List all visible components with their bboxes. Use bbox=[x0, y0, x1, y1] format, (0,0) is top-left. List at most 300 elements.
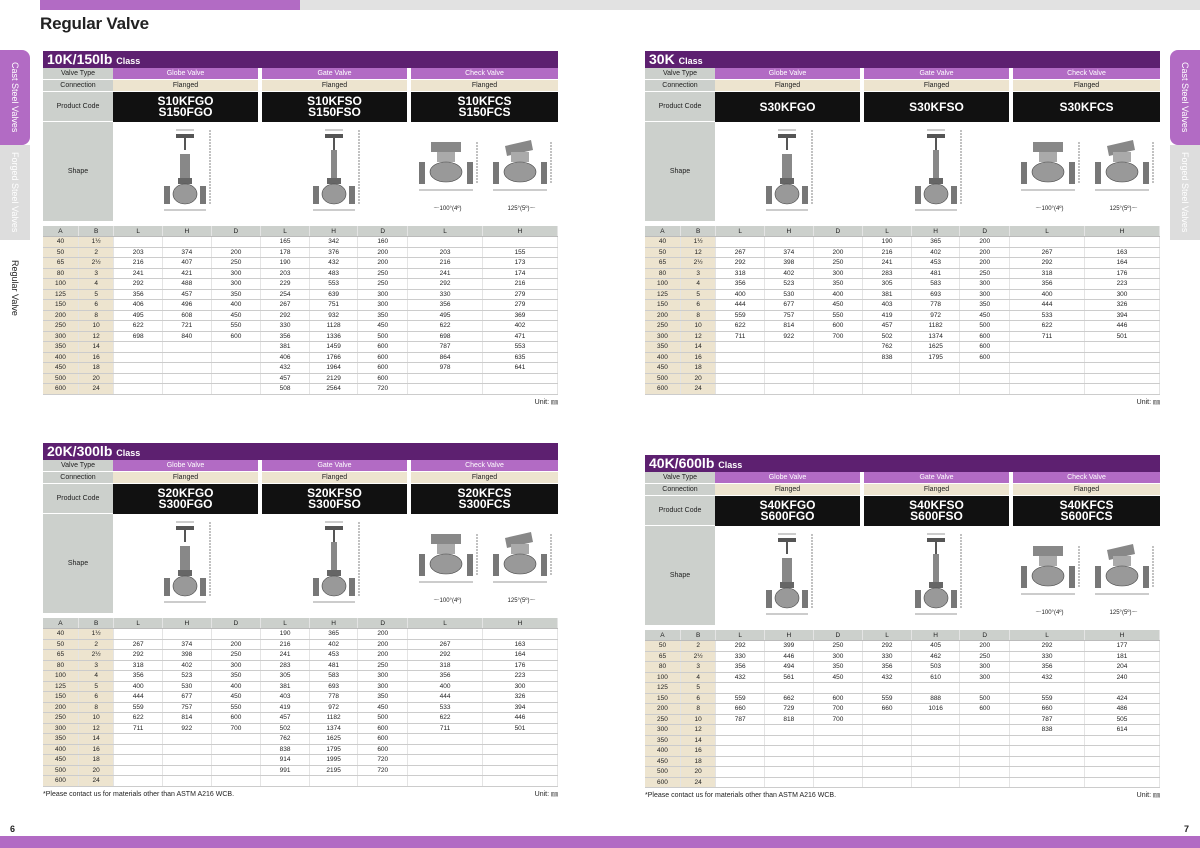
table-cell: 12 bbox=[680, 725, 715, 736]
table-cell: 2½ bbox=[78, 258, 113, 269]
table-cell bbox=[1085, 683, 1160, 694]
table-cell: 406 bbox=[261, 352, 310, 363]
table-cell: 6 bbox=[680, 300, 715, 311]
table-cell: 24 bbox=[78, 776, 113, 787]
table-cell bbox=[483, 755, 558, 766]
table-cell: 283 bbox=[261, 660, 310, 671]
table-cell bbox=[764, 735, 813, 746]
table-cell: 523 bbox=[764, 279, 813, 290]
column-header: D bbox=[211, 618, 261, 629]
table-cell: 200 bbox=[358, 258, 408, 269]
table-cell: 600 bbox=[813, 321, 863, 332]
table-cell: 381 bbox=[863, 289, 912, 300]
table-cell bbox=[1010, 352, 1085, 363]
column-header: H bbox=[483, 618, 558, 629]
table-row bbox=[43, 660, 558, 671]
table-cell: 450 bbox=[43, 755, 78, 766]
globe-valve-label: Globe Valve bbox=[715, 472, 860, 484]
table-cell bbox=[408, 629, 483, 640]
table-cell: 600 bbox=[358, 723, 408, 734]
check-angle-note: 125°(5º)〜 bbox=[507, 598, 536, 604]
table-cell: 787 bbox=[716, 714, 765, 725]
table-cell bbox=[911, 683, 960, 694]
table-cell: 356 bbox=[863, 662, 912, 673]
connection-label: Connection bbox=[43, 80, 113, 92]
table-header-row bbox=[645, 630, 1160, 641]
table-cell: 450 bbox=[211, 310, 261, 321]
table-cell: 292 bbox=[408, 650, 483, 661]
table-cell: 181 bbox=[1085, 651, 1160, 662]
dimension-table bbox=[645, 630, 1160, 788]
column-header: H bbox=[483, 226, 558, 237]
column-header: L bbox=[408, 618, 483, 629]
table-cell: 250 bbox=[43, 321, 78, 332]
table-cell: 533 bbox=[408, 702, 483, 713]
table-cell: 125 bbox=[645, 683, 680, 694]
table-cell bbox=[358, 776, 408, 787]
table-row bbox=[43, 734, 558, 745]
table-cell: 600 bbox=[645, 777, 680, 788]
table-cell bbox=[1085, 373, 1160, 384]
table-cell bbox=[211, 744, 261, 755]
table-cell bbox=[960, 756, 1010, 767]
table-cell: 600 bbox=[358, 363, 408, 374]
table-cell: 330 bbox=[261, 321, 310, 332]
table-cell: 241 bbox=[863, 258, 912, 269]
table-row bbox=[43, 744, 558, 755]
table-cell: 125 bbox=[43, 289, 78, 300]
table-cell bbox=[911, 777, 960, 788]
column-header: L bbox=[408, 226, 483, 237]
check-angle-note: 〜100°(4º) bbox=[1035, 610, 1064, 616]
table-row bbox=[645, 237, 1160, 248]
table-cell: 300 bbox=[211, 660, 261, 671]
table-cell: 698 bbox=[114, 331, 163, 342]
table-cell: 16 bbox=[680, 352, 715, 363]
tab-forged-steel-valves[interactable]: Forged Steel Valves bbox=[0, 145, 30, 240]
table-cell: 450 bbox=[645, 756, 680, 767]
table-row bbox=[645, 342, 1160, 353]
table-cell: 3 bbox=[78, 268, 113, 279]
table-row bbox=[43, 342, 558, 353]
table-cell: 65 bbox=[645, 651, 680, 662]
column-header: L bbox=[114, 618, 163, 629]
table-cell: 559 bbox=[1010, 693, 1085, 704]
table-row bbox=[645, 641, 1160, 652]
table-cell bbox=[1085, 384, 1160, 395]
table-cell: 600 bbox=[211, 713, 261, 724]
table-cell: 614 bbox=[1085, 725, 1160, 736]
table-cell: 453 bbox=[911, 258, 960, 269]
column-header: A bbox=[645, 630, 680, 641]
table-cell bbox=[1010, 373, 1085, 384]
table-cell: 8 bbox=[680, 704, 715, 715]
table-cell: 533 bbox=[1010, 310, 1085, 321]
table-cell: 80 bbox=[645, 662, 680, 673]
table-cell: 400 bbox=[43, 744, 78, 755]
table-cell: 481 bbox=[309, 660, 358, 671]
section-header bbox=[645, 455, 1160, 472]
table-cell: 356 bbox=[1010, 662, 1085, 673]
table-cell: 1128 bbox=[309, 321, 358, 332]
table-cell: 1625 bbox=[309, 734, 358, 745]
table-cell: 450 bbox=[960, 310, 1010, 321]
table-cell bbox=[863, 756, 912, 767]
table-cell bbox=[1010, 746, 1085, 757]
table-cell bbox=[960, 373, 1010, 384]
gate-product-code bbox=[262, 92, 407, 122]
table-cell: 762 bbox=[261, 734, 310, 745]
table-cell: 700 bbox=[813, 704, 863, 715]
table-cell: 50 bbox=[43, 639, 78, 650]
table-cell: 1766 bbox=[309, 352, 358, 363]
column-header: B bbox=[78, 226, 113, 237]
table-cell: 300 bbox=[483, 681, 558, 692]
table-cell bbox=[162, 755, 211, 766]
table-cell: 402 bbox=[764, 268, 813, 279]
table-cell bbox=[1085, 767, 1160, 778]
table-cell bbox=[911, 714, 960, 725]
table-cell bbox=[911, 725, 960, 736]
table-cell: 300 bbox=[960, 662, 1010, 673]
table-cell: 65 bbox=[43, 650, 78, 661]
table-cell: 250 bbox=[358, 279, 408, 290]
table-cell: 1995 bbox=[309, 755, 358, 766]
table-cell: 200 bbox=[960, 641, 1010, 652]
tab-regular-valve[interactable]: Regular Valve bbox=[0, 240, 30, 335]
table-cell: 1374 bbox=[309, 723, 358, 734]
bottom-accent-bar bbox=[0, 836, 1200, 848]
column-header: L bbox=[863, 226, 912, 237]
top-accent-bar bbox=[40, 0, 300, 10]
table-cell: 502 bbox=[261, 723, 310, 734]
table-cell bbox=[813, 756, 863, 767]
gate-product-code bbox=[262, 484, 407, 514]
table-cell: 398 bbox=[764, 258, 813, 269]
tab-cast-steel-valves[interactable]: Cast Steel Valves bbox=[1170, 50, 1200, 145]
column-header: H bbox=[764, 630, 813, 641]
table-cell bbox=[1085, 756, 1160, 767]
table-cell: 1½ bbox=[680, 237, 715, 248]
table-cell: 356 bbox=[408, 671, 483, 682]
column-header: B bbox=[680, 226, 715, 237]
table-row bbox=[43, 723, 558, 734]
table-cell: 583 bbox=[911, 279, 960, 290]
table-cell: 400 bbox=[645, 746, 680, 757]
table-cell: 80 bbox=[645, 268, 680, 279]
table-cell bbox=[716, 342, 765, 353]
table-cell: 1374 bbox=[911, 331, 960, 342]
table-cell: 300 bbox=[358, 289, 408, 300]
table-cell: 254 bbox=[261, 289, 310, 300]
table-cell: 814 bbox=[764, 321, 813, 332]
table-cell: 398 bbox=[162, 650, 211, 661]
table-cell bbox=[114, 765, 163, 776]
table-cell bbox=[716, 363, 765, 374]
table-cell: 720 bbox=[358, 755, 408, 766]
table-cell: 1½ bbox=[78, 629, 113, 640]
table-cell: 700 bbox=[813, 714, 863, 725]
table-cell: 402 bbox=[162, 660, 211, 671]
table-cell bbox=[863, 735, 912, 746]
table-cell bbox=[162, 363, 211, 374]
table-cell: 8 bbox=[680, 310, 715, 321]
table-cell: 500 bbox=[645, 767, 680, 778]
table-cell: 40 bbox=[43, 629, 78, 640]
table-row bbox=[43, 702, 558, 713]
product-code-label: Product Code bbox=[645, 496, 715, 526]
table-cell: 503 bbox=[911, 662, 960, 673]
product-code: S30KFGO bbox=[759, 99, 816, 114]
table-cell: 300 bbox=[358, 681, 408, 692]
table-cell bbox=[114, 237, 163, 248]
table-cell: 622 bbox=[408, 321, 483, 332]
table-cell: 200 bbox=[43, 702, 78, 713]
check-angle-note: 〜100°(4º) bbox=[433, 598, 462, 604]
table-cell: 65 bbox=[43, 258, 78, 269]
table-cell: 3 bbox=[680, 662, 715, 673]
product-code: S300FSO bbox=[308, 497, 361, 511]
table-cell bbox=[764, 373, 813, 384]
table-cell: 559 bbox=[716, 310, 765, 321]
table-cell: 700 bbox=[211, 723, 261, 734]
footnote: *Please contact us for materials other than ASTM A216 WCB. bbox=[43, 790, 235, 798]
table-cell: 550 bbox=[813, 310, 863, 321]
table-cell bbox=[211, 629, 261, 640]
table-row bbox=[645, 662, 1160, 673]
footnote: *Please contact us for materials other than ASTM A216 WCB. bbox=[645, 792, 837, 799]
table-cell: 200 bbox=[645, 704, 680, 715]
table-row bbox=[645, 258, 1160, 269]
table-cell bbox=[211, 373, 261, 384]
table-cell: 622 bbox=[716, 321, 765, 332]
unit-label: Unit: ㎜ bbox=[534, 398, 558, 406]
table-cell bbox=[911, 373, 960, 384]
table-cell: 356 bbox=[114, 289, 163, 300]
table-cell bbox=[960, 777, 1010, 788]
column-header: H bbox=[162, 226, 211, 237]
section-header bbox=[43, 443, 558, 460]
table-cell: 610 bbox=[911, 672, 960, 683]
table-row bbox=[645, 672, 1160, 683]
column-header: H bbox=[162, 618, 211, 629]
table-cell: 80 bbox=[43, 268, 78, 279]
check-valve-drawing bbox=[411, 514, 558, 614]
table-cell bbox=[408, 237, 483, 248]
table-cell: 978 bbox=[408, 363, 483, 374]
table-cell bbox=[1010, 342, 1085, 353]
table-cell: 450 bbox=[43, 363, 78, 374]
table-cell: 2 bbox=[78, 247, 113, 258]
table-cell: 374 bbox=[162, 247, 211, 258]
connection-gate: Flanged bbox=[262, 80, 407, 92]
table-cell: 660 bbox=[863, 704, 912, 715]
gate-valve-label: Gate Valve bbox=[864, 68, 1009, 80]
table-cell: 24 bbox=[78, 384, 113, 395]
table-cell bbox=[764, 746, 813, 757]
top-grey-bar bbox=[300, 0, 1200, 10]
table-cell: 457 bbox=[162, 289, 211, 300]
table-cell: 400 bbox=[813, 289, 863, 300]
globe-valve-label: Globe Valve bbox=[715, 68, 860, 80]
table-cell: 500 bbox=[960, 321, 1010, 332]
table-cell: 502 bbox=[863, 331, 912, 342]
check-angle-note: 125°(5º)〜 bbox=[507, 206, 536, 212]
table-cell bbox=[813, 777, 863, 788]
table-cell: 4 bbox=[78, 671, 113, 682]
table-cell bbox=[911, 746, 960, 757]
table-cell bbox=[114, 629, 163, 640]
table-cell: 8 bbox=[78, 702, 113, 713]
table-cell: 450 bbox=[645, 363, 680, 374]
table-cell: 1625 bbox=[911, 342, 960, 353]
column-header: H bbox=[1085, 630, 1160, 641]
table-header-row bbox=[43, 618, 558, 629]
section-40k-600lb bbox=[645, 455, 1160, 799]
table-cell: 5 bbox=[680, 289, 715, 300]
table-cell bbox=[863, 725, 912, 736]
tab-forged-steel-valves[interactable]: Forged Steel Valves bbox=[1170, 145, 1200, 240]
table-cell: 721 bbox=[162, 321, 211, 332]
product-code: S20KFSO bbox=[307, 486, 362, 500]
section-30k bbox=[645, 51, 1160, 407]
table-cell: 450 bbox=[358, 321, 408, 332]
table-cell: 922 bbox=[764, 331, 813, 342]
table-cell: 292 bbox=[716, 258, 765, 269]
table-cell: 6 bbox=[78, 692, 113, 703]
table-cell bbox=[764, 352, 813, 363]
table-cell: 125 bbox=[645, 289, 680, 300]
table-cell bbox=[911, 735, 960, 746]
table-row bbox=[645, 331, 1160, 342]
product-code: S40KFCS bbox=[1059, 498, 1114, 512]
table-cell: 200 bbox=[358, 629, 408, 640]
table-cell: 402 bbox=[309, 639, 358, 650]
table-cell: 622 bbox=[408, 713, 483, 724]
table-cell: 216 bbox=[408, 258, 483, 269]
column-header: L bbox=[261, 226, 310, 237]
table-cell: 18 bbox=[680, 363, 715, 374]
table-cell bbox=[716, 725, 765, 736]
table-cell: 318 bbox=[1010, 268, 1085, 279]
table-cell: 444 bbox=[408, 692, 483, 703]
table-cell: 600 bbox=[358, 373, 408, 384]
table-cell bbox=[960, 683, 1010, 694]
table-cell bbox=[1085, 237, 1160, 248]
table-cell bbox=[211, 237, 261, 248]
shape-label: Shape bbox=[43, 122, 113, 222]
table-cell: 757 bbox=[764, 310, 813, 321]
table-cell: 356 bbox=[1010, 279, 1085, 290]
table-cell: 292 bbox=[114, 279, 163, 290]
table-cell: 2 bbox=[78, 639, 113, 650]
table-cell: 381 bbox=[261, 342, 310, 353]
table-row bbox=[645, 725, 1160, 736]
table-cell: 50 bbox=[43, 247, 78, 258]
table-cell: 711 bbox=[716, 331, 765, 342]
class-name: 40K/600lb bbox=[649, 455, 715, 471]
check-angle-note: 〜100°(4º) bbox=[1035, 206, 1064, 212]
table-cell bbox=[960, 735, 1010, 746]
table-cell bbox=[716, 237, 765, 248]
table-cell: 840 bbox=[162, 331, 211, 342]
table-cell bbox=[911, 384, 960, 395]
table-cell: 500 bbox=[645, 373, 680, 384]
valve-type-label: Valve Type bbox=[645, 472, 715, 484]
connection-gate: Flanged bbox=[262, 472, 407, 484]
table-cell: 250 bbox=[813, 258, 863, 269]
table-cell bbox=[863, 683, 912, 694]
column-header: H bbox=[911, 630, 960, 641]
side-tabs-left bbox=[0, 50, 30, 335]
table-cell: 622 bbox=[114, 321, 163, 332]
table-cell: 600 bbox=[960, 331, 1010, 342]
table-row bbox=[645, 268, 1160, 279]
table-cell: 1336 bbox=[309, 331, 358, 342]
column-header: D bbox=[358, 226, 408, 237]
connection-globe: Flanged bbox=[715, 484, 860, 496]
table-header-row bbox=[645, 226, 1160, 237]
table-cell bbox=[1010, 384, 1085, 395]
table-cell: 12 bbox=[680, 247, 715, 258]
table-cell: 229 bbox=[261, 279, 310, 290]
table-cell: 432 bbox=[309, 258, 358, 269]
table-cell: 10 bbox=[680, 321, 715, 332]
product-code: S600FSO bbox=[910, 509, 963, 523]
table-cell bbox=[716, 384, 765, 395]
table-cell: 444 bbox=[114, 692, 163, 703]
column-header: H bbox=[1085, 226, 1160, 237]
table-cell: 10 bbox=[78, 713, 113, 724]
table-cell bbox=[716, 352, 765, 363]
table-cell: 176 bbox=[483, 660, 558, 671]
table-cell: 462 bbox=[911, 651, 960, 662]
table-cell: 432 bbox=[261, 363, 310, 374]
page-title: Regular Valve bbox=[40, 14, 149, 33]
table-cell: 330 bbox=[863, 651, 912, 662]
table-cell bbox=[114, 734, 163, 745]
table-cell bbox=[813, 735, 863, 746]
table-cell: 200 bbox=[960, 237, 1010, 248]
class-suffix: Class bbox=[718, 460, 743, 470]
table-cell bbox=[162, 629, 211, 640]
table-cell bbox=[813, 384, 863, 395]
table-cell: 250 bbox=[211, 258, 261, 269]
tab-cast-steel-valves[interactable]: Cast Steel Valves bbox=[0, 50, 30, 145]
table-cell: 250 bbox=[645, 321, 680, 332]
table-cell: 200 bbox=[358, 247, 408, 258]
table-cell: 381 bbox=[261, 681, 310, 692]
table-cell: 2½ bbox=[680, 651, 715, 662]
table-cell: 698 bbox=[408, 331, 483, 342]
table-cell: 600 bbox=[358, 744, 408, 755]
table-cell: 559 bbox=[863, 693, 912, 704]
table-cell: 20 bbox=[680, 373, 715, 384]
table-cell: 267 bbox=[716, 247, 765, 258]
table-row bbox=[43, 363, 558, 374]
globe-product-code bbox=[113, 484, 258, 514]
table-cell bbox=[813, 363, 863, 374]
table-cell: 300 bbox=[211, 279, 261, 290]
table-cell: 365 bbox=[911, 237, 960, 248]
table-cell: 483 bbox=[309, 268, 358, 279]
table-cell: 530 bbox=[764, 289, 813, 300]
table-cell: 350 bbox=[645, 735, 680, 746]
table-cell: 216 bbox=[261, 639, 310, 650]
product-code: S600FCS bbox=[1060, 509, 1113, 523]
table-cell: 2195 bbox=[309, 765, 358, 776]
table-cell bbox=[1085, 735, 1160, 746]
